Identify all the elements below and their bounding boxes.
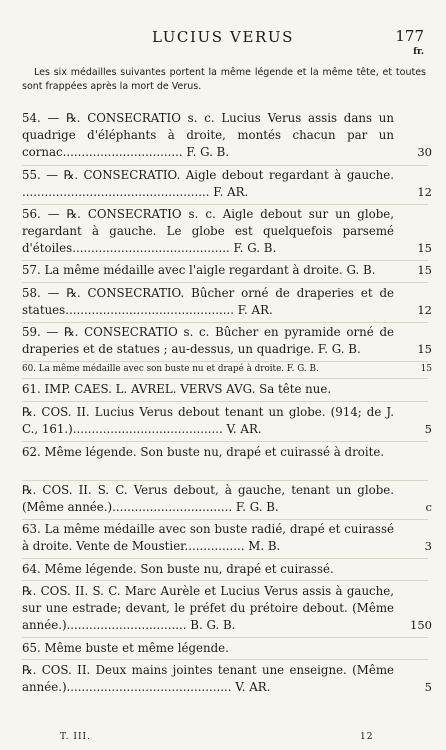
divider xyxy=(22,322,428,323)
entry-62: 62. Même légende. Son buste nu, drapé et cuirassé à droite. xyxy=(22,445,385,459)
intro-paragraph: Les six médailles suivantes portent la même légende et la même tête, et toutes sont frappées après la mort de Verus. xyxy=(22,67,426,92)
volume-mark: T. III. xyxy=(60,732,91,742)
signature-mark: 12 xyxy=(360,732,374,742)
entry-64-reverse: ℞. COS. II. S. C. Marc Aurèle et Lucius Verus assis à gauche, sur une estrade; devant, le préfet du prétoire debout. (Même année.)................................ B. G. B. xyxy=(22,584,394,632)
entry-60: 60. La même médaille avec son buste nu et drapé à droite. F. G. B. xyxy=(22,364,319,374)
entry-65: 65. Même buste et même légende. xyxy=(22,641,229,655)
divider xyxy=(22,519,428,520)
divider xyxy=(22,401,428,402)
entry-57-value: 15 xyxy=(417,263,432,277)
entry-56: 56. — ℞. CONSECRATIO s. c. Aigle debout sur un globe, regardant à gauche. Le globe est quelquefois parsemé d'étoiles.......................................... F. G. B. xyxy=(22,207,394,255)
entry-59-value: 15 xyxy=(417,342,432,356)
divider xyxy=(22,378,428,379)
entry-57: 57. La même médaille avec l'aigle regardant à droite. G. B. xyxy=(22,263,376,277)
entry-62-reverse: ℞. COS. II. S. C. Verus debout, à gauche, tenant un globe. (Même année.)................................ F. G. B. xyxy=(22,483,394,514)
entry-60-value: 15 xyxy=(420,364,432,374)
entry-64-value: 150 xyxy=(410,618,432,632)
entry-65-reverse: ℞. COS. II. Deux mains jointes tenant une enseigne. (Même année.)............................................ V. AR. xyxy=(22,663,394,694)
currency-label: fr. xyxy=(413,47,424,57)
entry-59: 59. — ℞. CONSECRATIO s. c. Bûcher en pyramide orné de draperies et de statues ; au-dessus, un quadrige. F. G. B. xyxy=(22,325,394,356)
page-number: 177 xyxy=(395,27,424,45)
entry-65-value: 5 xyxy=(424,680,432,694)
entry-64: 64. Même légende. Son buste nu, drapé et cuirassé. xyxy=(22,562,334,576)
divider xyxy=(22,580,428,581)
entry-62-value: c xyxy=(425,500,432,514)
entry-55-value: 12 xyxy=(417,185,432,199)
page-title: LUCIUS VERUS xyxy=(151,28,295,46)
divider xyxy=(22,659,428,660)
divider xyxy=(22,558,428,559)
divider xyxy=(22,165,428,166)
entry-61-reverse: ℞. COS. II. Lucius Verus debout tenant un globe. (914; de J. C., 161.)........................................ V. AR. xyxy=(22,405,394,436)
divider xyxy=(22,637,428,638)
entry-61-value: 5 xyxy=(424,422,432,436)
entry-55: 55. — ℞. CONSECRATIO. Aigle debout regardant à gauche. .................................................. F. AR. xyxy=(22,168,394,199)
entry-63-value: 3 xyxy=(424,539,432,553)
entry-63: 63. La même médaille avec son buste radié, drapé et cuirassé à droite. Vente de Moustier................ M. B. xyxy=(22,522,394,553)
divider xyxy=(22,260,428,261)
entry-58-value: 12 xyxy=(417,303,432,317)
entry-61: 61. IMP. CAES. L. AVREL. VERVS AVG. Sa tête nue. xyxy=(22,382,332,396)
divider xyxy=(22,441,428,442)
divider xyxy=(22,204,428,205)
entry-58: 58. — ℞. CONSECRATIO. Bûcher orné de draperies et de statues............................................. F. AR. xyxy=(22,286,394,317)
divider xyxy=(22,282,428,283)
entry-54: 54. — ℞. CONSECRATIO s. c. Lucius Verus assis dans un quadrige d'éléphants à droite, montés chacun par un cornac................................ F. G. B. xyxy=(22,111,394,159)
divider xyxy=(22,480,428,481)
entry-56-value: 15 xyxy=(417,241,432,255)
entry-54-value: 30 xyxy=(417,145,432,159)
